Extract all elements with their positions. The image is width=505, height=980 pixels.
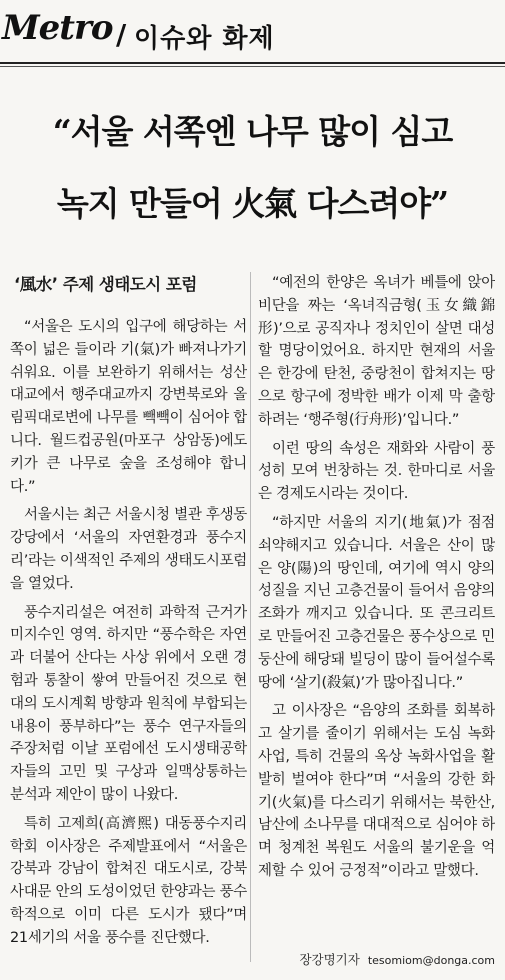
paragraph: 이런 땅의 속성은 재화와 사람이 풍성히 모여 번창하는 것. 한마디로 서울은 경제도시라는 것이다. [258,440,495,503]
paragraph: “서울은 도시의 입구에 해당하는 서쪽이 넓은 들이라 기(氣)가 빠져나가기 쉬워요. 이를 보완하기 위해서는 성산대교에서 행주대교까지 강변북로와 올림픽대로변에 나무를 빽빽이 심어야 합니다. 월드컵공원(마포구 상암동)에도 키가 큰 나무로 숲을 조성해야 합니다.” [10,319,247,495]
article-column-left [10,272,247,962]
byline-name: 장강명기자 [299,952,360,967]
byline [299,950,495,968]
paragraph: 고 이사장은 “음양의 조화를 회복하고 살기를 줄이기 위해서는 도심 녹화사업, 특히 건물의 옥상 녹화사업을 활발히 벌여야 한다”며 “서울의 강한 화기(火氣)를 다스리기 위해서는 북한산, 남산에 소나무를 대대적으로 심어야 하며 청계천 복원도 서울의 불기운을 억제할 수 있어 긍정적”이라고 말했다. [258,703,495,879]
article-subhead: ‘風水’ 주제 생태도시 포럼 [14,275,197,294]
article-headline [0,96,505,240]
headline-line-2: 녹지 만들어 火氣 다스려야” [56,184,449,223]
masthead-rule [0,66,505,67]
section-title: 이슈와 화제 [134,24,275,54]
column-divider [250,272,251,962]
section-brand-logo: Metro [2,8,113,48]
paragraph: 서울시는 최근 서울시청 별관 후생동 강당에서 ‘서울의 자연환경과 풍수지리’라는 이색적인 주제의 생태도시포럼을 열었다. [10,507,247,592]
masthead-slash: / [116,18,127,51]
paragraph: “예전의 한양은 옥녀가 베틀에 앉아 비단을 짜는 ‘옥녀직금형(玉女織錦形)’으로 공직자나 정치인이 살면 대성할 명당이었어요. 하지만 현재의 서울은 한강에 탄천, 중랑천이 합쳐지는 땅으로 항구에 정박한 배가 이제 막 출항하려는 ‘행주형(行舟形)’입니다.” [258,275,495,428]
article-column-right [258,272,495,962]
masthead [0,0,505,64]
paragraph: 풍수지리설은 여전히 과학적 근거가 미지수인 영역. 하지만 “풍수학은 자연과 더불어 산다는 사상 위에서 오랜 경험과 통찰이 쌓여 만들어진 것으로 현대의 도시계획 방향과 원칙에 부합되는 내용이 풍부하다”는 풍수 연구자들의 주장처럼 이날 포럼에선 도시생태공학자들의 고민 및 구상과 일맥상통하는 분석과 제안이 많이 나왔다. [10,604,247,803]
paragraph: “하지만 서울의 지기(地氣)가 점점 쇠약해지고 있습니다. 서울은 산이 많은 양(陽)의 땅인데, 여기에 역시 양의 성질을 지닌 고층건물이 들어서 음양의 조화가 깨지고 있습니다. 또 콘크리트로 만들어진 고층건물은 풍수상으로 민둥산에 해당돼 빌딩이 많이 들어설수록 땅에 ‘살기(殺氣)’가 많아집니다.” [258,514,495,691]
headline-line-1: “서울 서쪽엔 나무 많이 심고 [52,112,453,151]
paragraph: 특히 고제희(高濟熙) 대동풍수지리학회 이사장은 주제발표에서 “서울은 강북과 강남이 합쳐진 대도시로, 강북 사대문 안의 도성이었던 한양과는 풍수학적으로 이미 다른 도시가 됐다”며 21세기의 서울 풍수를 진단했다. [10,815,247,946]
byline-email: tesomiom@donga.com [367,954,495,967]
